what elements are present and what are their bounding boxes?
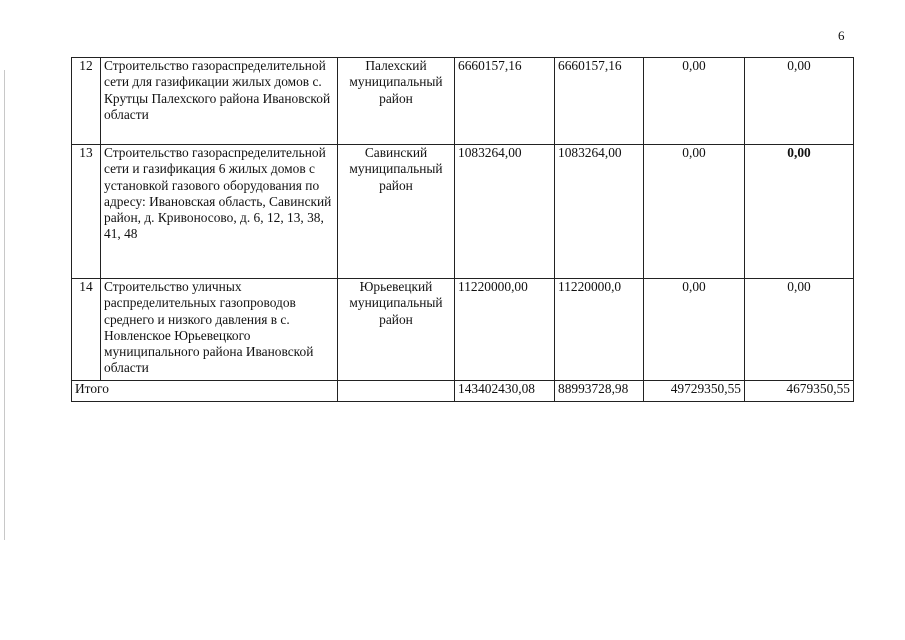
projects-table — [71, 57, 854, 402]
project-description: Строительство газораспределительной сети для газификации жилых домов с. Крутцы Палехского района Ивановской области — [101, 58, 338, 145]
total-amount-2: 88993728,98 — [555, 381, 644, 402]
amount-3: 0,00 — [644, 145, 745, 279]
row-number: 14 — [72, 279, 101, 381]
scan-margin-line — [4, 70, 5, 540]
amount-4: 0,00 — [745, 145, 854, 279]
amount-2: 6660157,16 — [555, 58, 644, 145]
amount-3: 0,00 — [644, 279, 745, 381]
amount-2: 1083264,00 — [555, 145, 644, 279]
row-number: 13 — [72, 145, 101, 279]
total-label: Итого — [72, 381, 338, 402]
total-amount-3: 49729350,55 — [644, 381, 745, 402]
project-description: Строительство газораспределительной сети и газификация 6 жилых домов с установкой газового оборудования по адресу: Ивановская область, Савинский район, д. Кривоносово, д. 6, 12, 13, 38, 41, 48 — [101, 145, 338, 279]
district-cell: Савинский муниципальный район — [338, 145, 455, 279]
table-row — [72, 145, 854, 279]
table-row — [72, 279, 854, 381]
amount-total: 1083264,00 — [455, 145, 555, 279]
district-cell: Палехский муниципальный район — [338, 58, 455, 145]
amount-2: 11220000,0 — [555, 279, 644, 381]
page-number: 6 — [838, 28, 845, 43]
project-description: Строительство уличных распределительных газопроводов среднего и низкого давления в с. Новленское Юрьевецкого муниципального района Ивановской области — [101, 279, 338, 381]
amount-total: 11220000,00 — [455, 279, 555, 381]
amount-total: 6660157,16 — [455, 58, 555, 145]
total-amount-1: 143402430,08 — [455, 381, 555, 402]
amount-4: 0,00 — [745, 58, 854, 145]
total-row — [72, 381, 854, 402]
amount-4: 0,00 — [745, 279, 854, 381]
table-row — [72, 58, 854, 145]
total-amount-4: 4679350,55 — [745, 381, 854, 402]
district-cell: Юрьевецкий муниципальный район — [338, 279, 455, 381]
total-district-cell — [338, 381, 455, 402]
amount-3: 0,00 — [644, 58, 745, 145]
row-number: 12 — [72, 58, 101, 145]
